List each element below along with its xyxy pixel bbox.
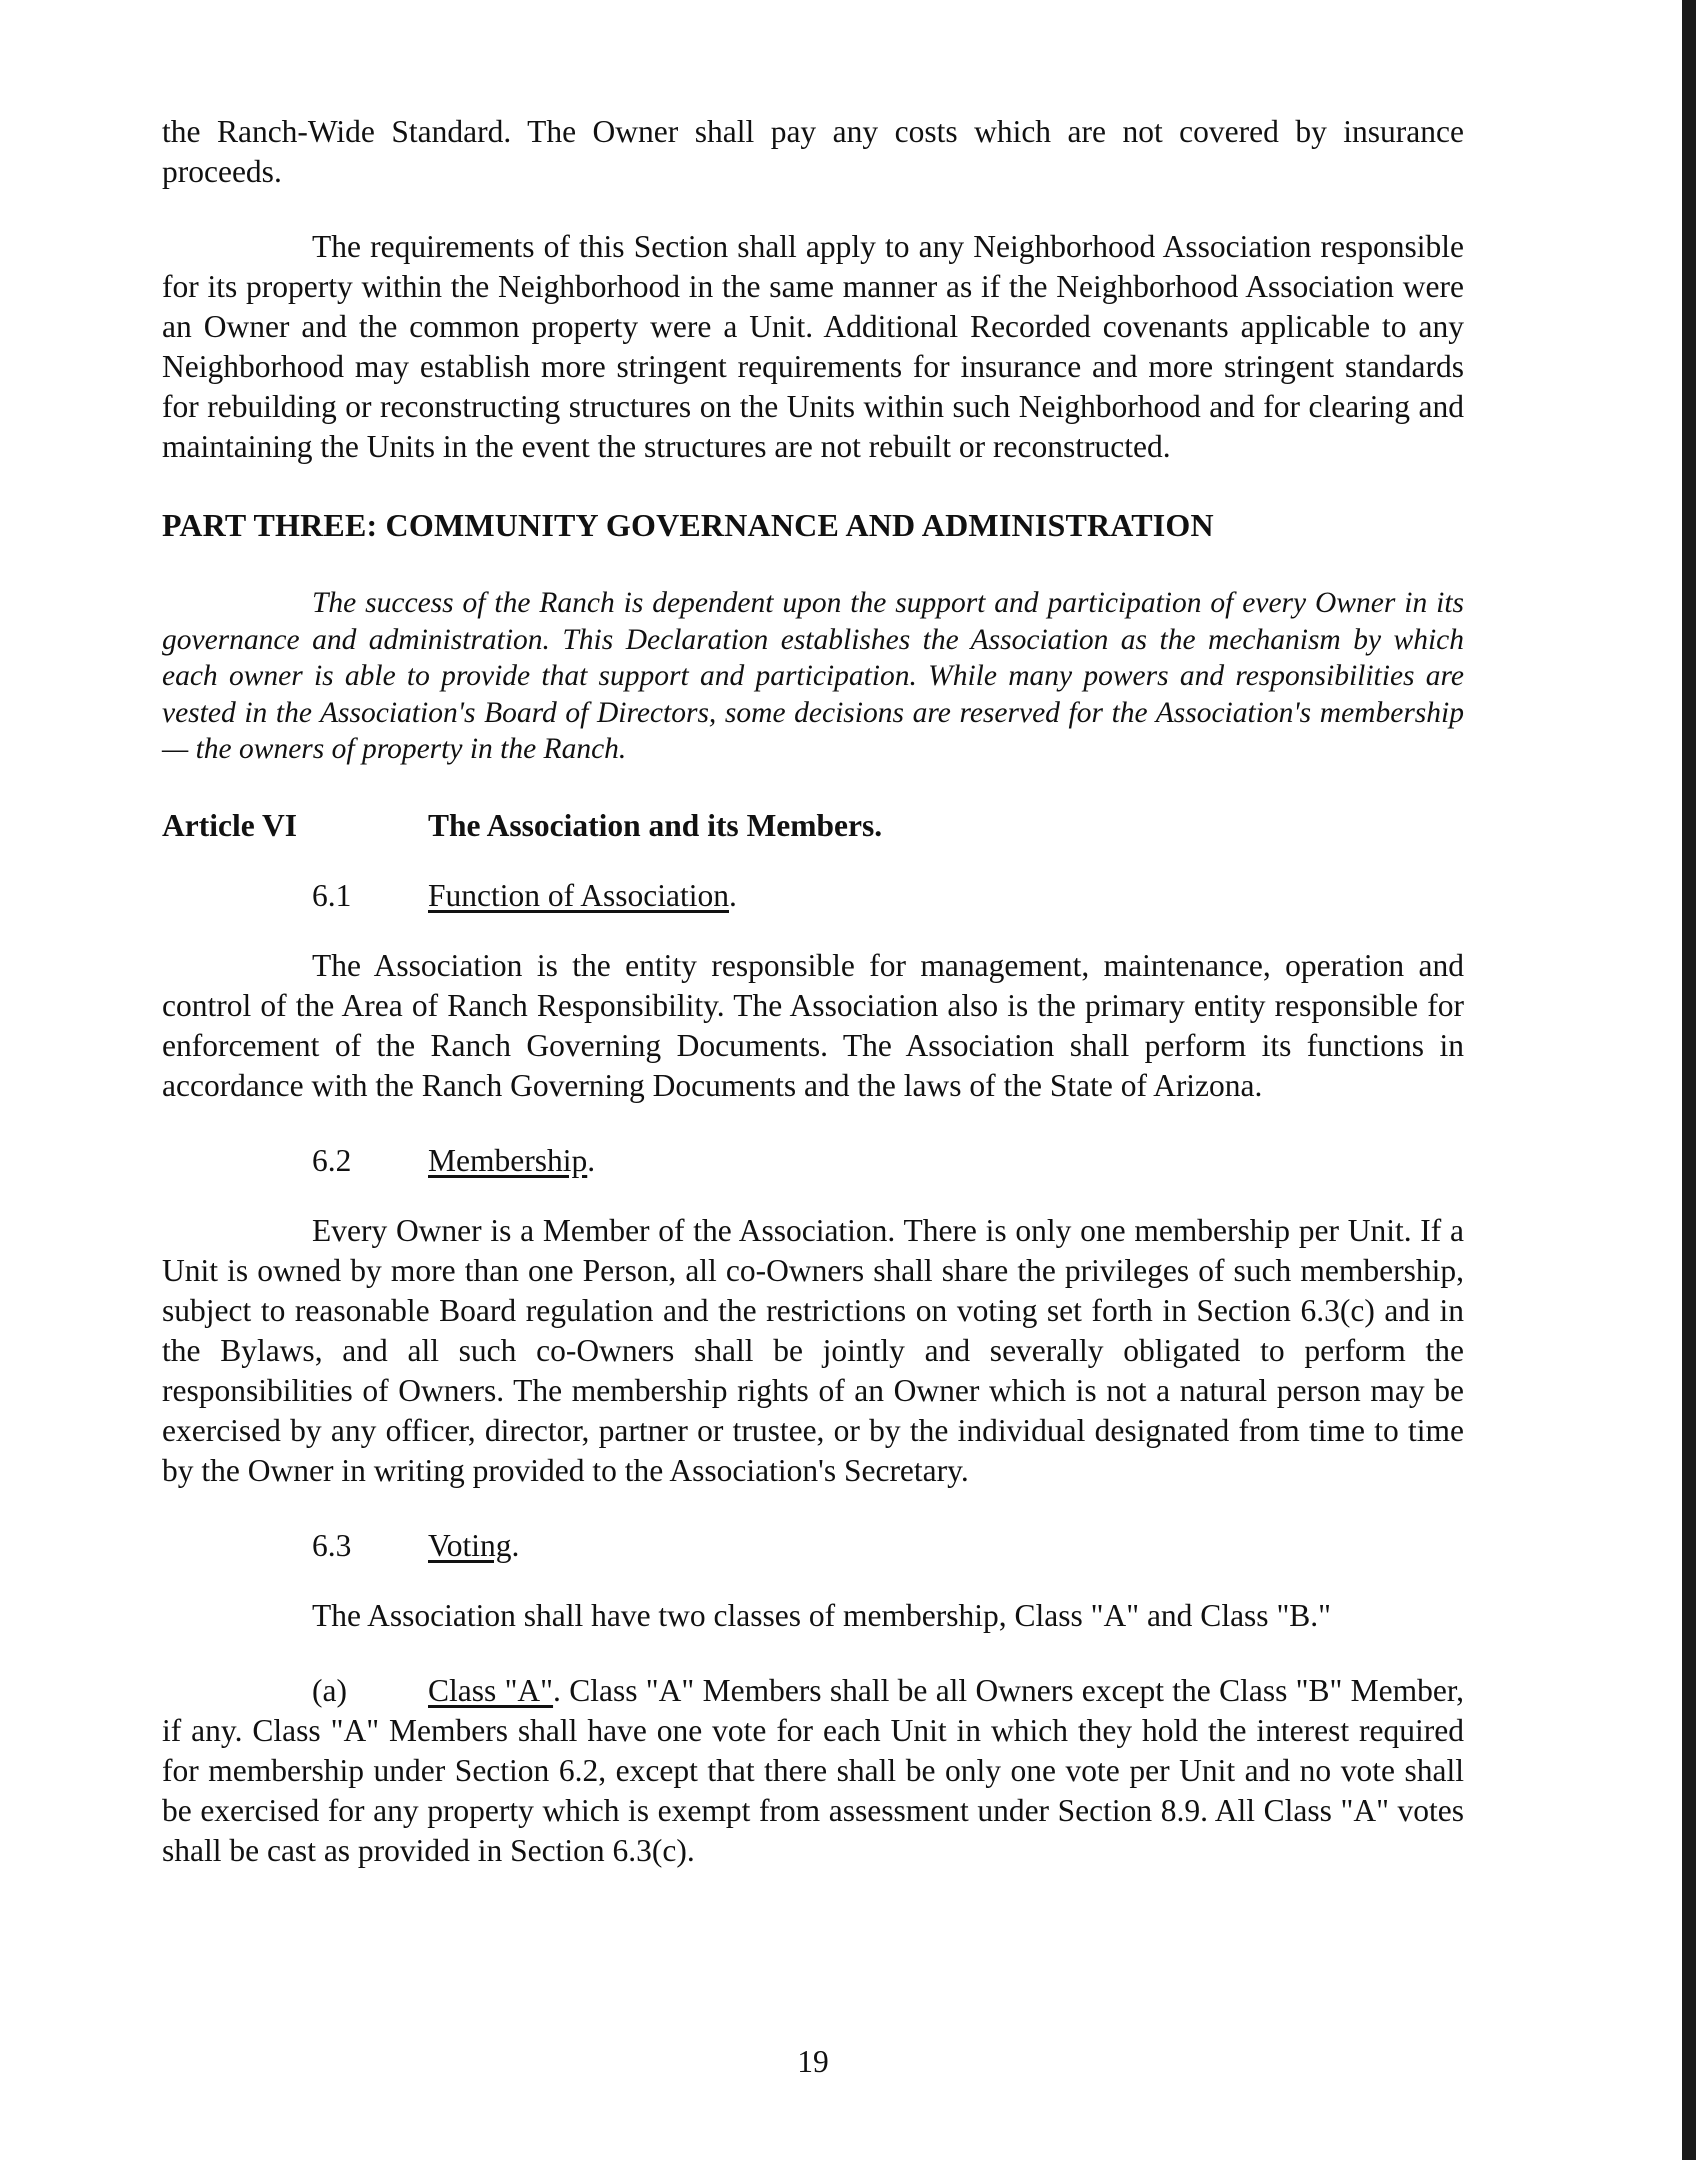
neighborhood-association-paragraph: The requirements of this Section shall apply to any Neighborhood Association responsible for its property within the Neighborhood in the same manner as if the Neighborhood Association were an Owner and the common property were a Unit. Additional Recorded covenants applicable to any Neighborhood may establish more stringent requirements for insurance and more stringent standards for rebuilding or reconstructing structures on the Units within such Neighborhood and for clearing and maintaining the Units in the event the structures are not rebuilt or reconstructed. (162, 229, 1464, 464)
part-three-heading: PART THREE: COMMUNITY GOVERNANCE AND ADMINISTRATION (162, 507, 1214, 543)
section-title: Voting (428, 1527, 512, 1563)
subsection-body: Class "A" Members shall be all Owners except the Class "B" Member, if any. Class "A" Members shall have one vote for each Unit in which they hold the interest required for membership under Section 6.2, except that there shall be only one vote per Unit and no vote shall be exercised for any property which is exempt from assessment under Section 8.9. All Class "A" votes shall be cast as provided in Section 6.3(c). (162, 1672, 1465, 1868)
class-a-paragraph (162, 1671, 1464, 1871)
subsection-title-period: . (553, 1672, 561, 1708)
section-heading-6-2 (312, 1141, 1464, 1181)
page-number: 19 (797, 2044, 829, 2079)
membership-paragraph: Every Owner is a Member of the Association. There is only one membership per Unit. If a Unit is owned by more than one Person, all co-Owners shall share the privileges of such membership, subject to reasonable Board regulation and the restrictions on voting set forth in Section 6.3(c) and in the Bylaws, and all such co-Owners shall be jointly and severally obligated to perform the responsibilities of Owners. The membership rights of an Owner which is not a natural person may be exercised by any officer, director, partner or trustee, or by the individual designated from time to time by the Owner in writing provided to the Association's Secretary. (162, 1212, 1464, 1488)
section-title-period: . (587, 1142, 596, 1178)
subsection-title: Class "A" (428, 1672, 554, 1708)
section-heading-6-1 (312, 876, 1464, 916)
article-title: The Association and its Members. (428, 807, 883, 843)
scanned-page-edge (1682, 0, 1696, 2160)
part-three-intro: The success of the Ranch is dependent upon the support and participation of every Owner in its governance and administration. This Declaration establishes the Association as the mechanism by which each owner is able to provide that support and participation. While many powers and responsibilities are vested in the Association's Board of Directors, some decisions are reserved for the Association's membership — the owners of property in the Ranch. (162, 587, 1464, 765)
article-number: Article VI (162, 807, 297, 843)
section-title: Function of Association (428, 877, 729, 913)
function-of-association-paragraph: The Association is the entity responsible for management, maintenance, operation and control of the Area of Ranch Responsibility. The Association also is the primary entity responsible for enforcement of the Ranch Governing Documents. The Association shall perform its functions in accordance with the Ranch Governing Documents and the laws of the State of Arizona. (162, 947, 1464, 1103)
section-title-period: . (729, 877, 737, 913)
continued-paragraph: the Ranch-Wide Standard. The Owner shall pay any costs which are not covered by insurance proceeds. (162, 114, 1464, 189)
section-title-period: . (511, 1527, 520, 1563)
section-title: Membership (428, 1142, 588, 1178)
section-heading-6-3 (312, 1526, 1464, 1566)
section-number: 6.2 (312, 1142, 352, 1178)
subsection-label: (a) (312, 1672, 347, 1708)
section-number: 6.3 (312, 1527, 352, 1563)
document-page (162, 112, 1464, 1871)
article-heading (162, 806, 1464, 846)
section-number: 6.1 (312, 877, 352, 913)
voting-classes-paragraph: The Association shall have two classes of membership, Class "A" and Class "B." (312, 1597, 1332, 1633)
